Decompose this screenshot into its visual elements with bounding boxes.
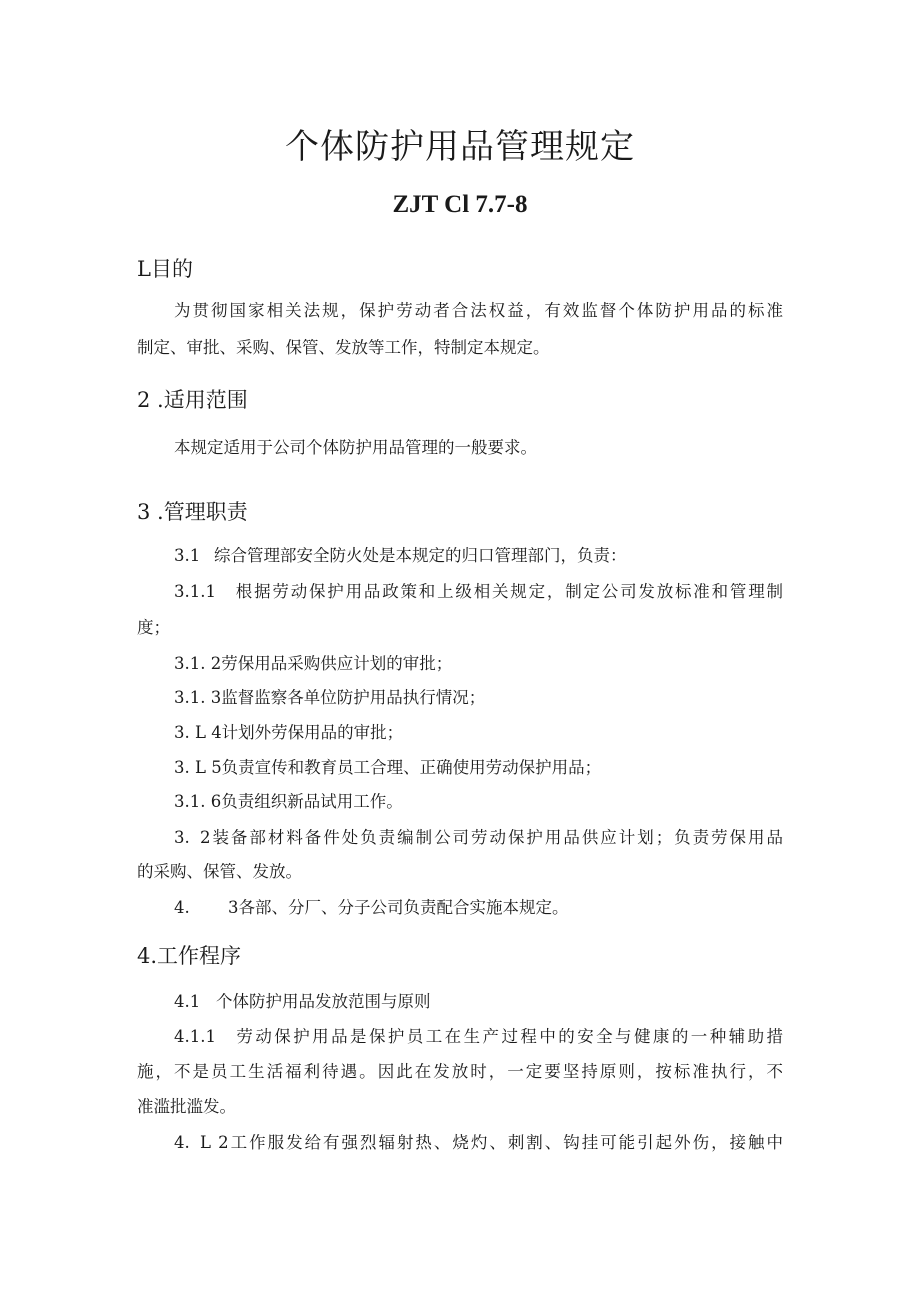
paragraph-line: 的采购、保管、发放。 <box>137 862 302 881</box>
clause-text: 3各部、分厂、分子公司负责配合实施本规定。 <box>228 898 569 917</box>
clause-4-1 <box>174 990 431 1014</box>
clause-number: 4. <box>174 1133 190 1152</box>
section-heading-responsibilities: 3 .管理职责 <box>137 500 248 524</box>
clause-3-1-6: 3.1. 6负责组织新品试用工作。 <box>174 792 403 811</box>
section-heading-purpose: L目的 <box>137 257 193 281</box>
clause-3-1-2: 3.1. 2劳保用品采购供应计划的审批； <box>174 654 453 673</box>
clause-number: 4.1.1 <box>174 1027 216 1046</box>
document-title: 个体防护用品管理规定 <box>285 127 635 167</box>
paragraph-line: 制定、审批、采购、保管、发放等工作，特制定本规定。 <box>137 338 550 357</box>
clause-text: 劳动保护用品是保护员工在生产过程中的安全与健康的一种辅助措 <box>234 1027 783 1046</box>
clause-number: 3. <box>174 828 190 847</box>
clause-3-1-3: 3.1. 3监督监察各单位防护用品执行情况； <box>174 688 486 707</box>
paragraph-line: 为贯彻国家相关法规，保护劳动者合法权益，有效监督个体防护用品的标准 <box>174 301 783 320</box>
clause-text: 根据劳动保护用品政策和上级相关规定，制定公司发放标准和管理制 <box>234 582 783 601</box>
clause-number: 4.1 <box>174 992 201 1011</box>
clause-text: 个体防护用品发放范围与原则 <box>216 992 431 1011</box>
clause-number: 3.1 <box>174 546 201 565</box>
clause-4-1-1 <box>174 1025 783 1049</box>
section-heading-scope: 2 .适用范围 <box>137 388 248 412</box>
clause-text: 2装备部材料备件处负责编制公司劳动保护用品供应计划；负责劳保用品 <box>200 828 783 847</box>
clause-3-3 <box>174 896 569 920</box>
clause-3-1-4: 3. L 4计划外劳保用品的审批； <box>174 723 404 742</box>
clause-text: L 2工作服发给有强烈辐射热、烧灼、刺割、钩挂可能引起外伤，接触中 <box>200 1133 783 1152</box>
clause-number: 4. <box>174 898 190 917</box>
paragraph-line: 本规定适用于公司个体防护用品管理的一般要求。 <box>174 438 537 457</box>
clause-3-1-1 <box>174 580 783 604</box>
paragraph-line: 度； <box>137 618 170 637</box>
section-heading-procedure: 4.工作程序 <box>137 944 242 968</box>
clause-3-1 <box>174 544 627 568</box>
document-code: ZJT Cl 7.7-8 <box>392 191 528 218</box>
paragraph-line: 准滥批滥发。 <box>137 1097 236 1116</box>
clause-number: 3.1.1 <box>174 582 216 601</box>
clause-text: 综合管理部安全防火处是本规定的归口管理部门，负责： <box>214 546 627 565</box>
paragraph-line: 施，不是员工生活福利待遇。因此在发放时，一定要坚持原则，按标准执行，不 <box>137 1062 783 1081</box>
clause-3-1-5: 3. L 5负责宣传和教育员工合理、正确使用劳动保护用品； <box>174 758 602 777</box>
clause-3-2 <box>174 826 783 850</box>
clause-4-1-2 <box>174 1131 783 1155</box>
